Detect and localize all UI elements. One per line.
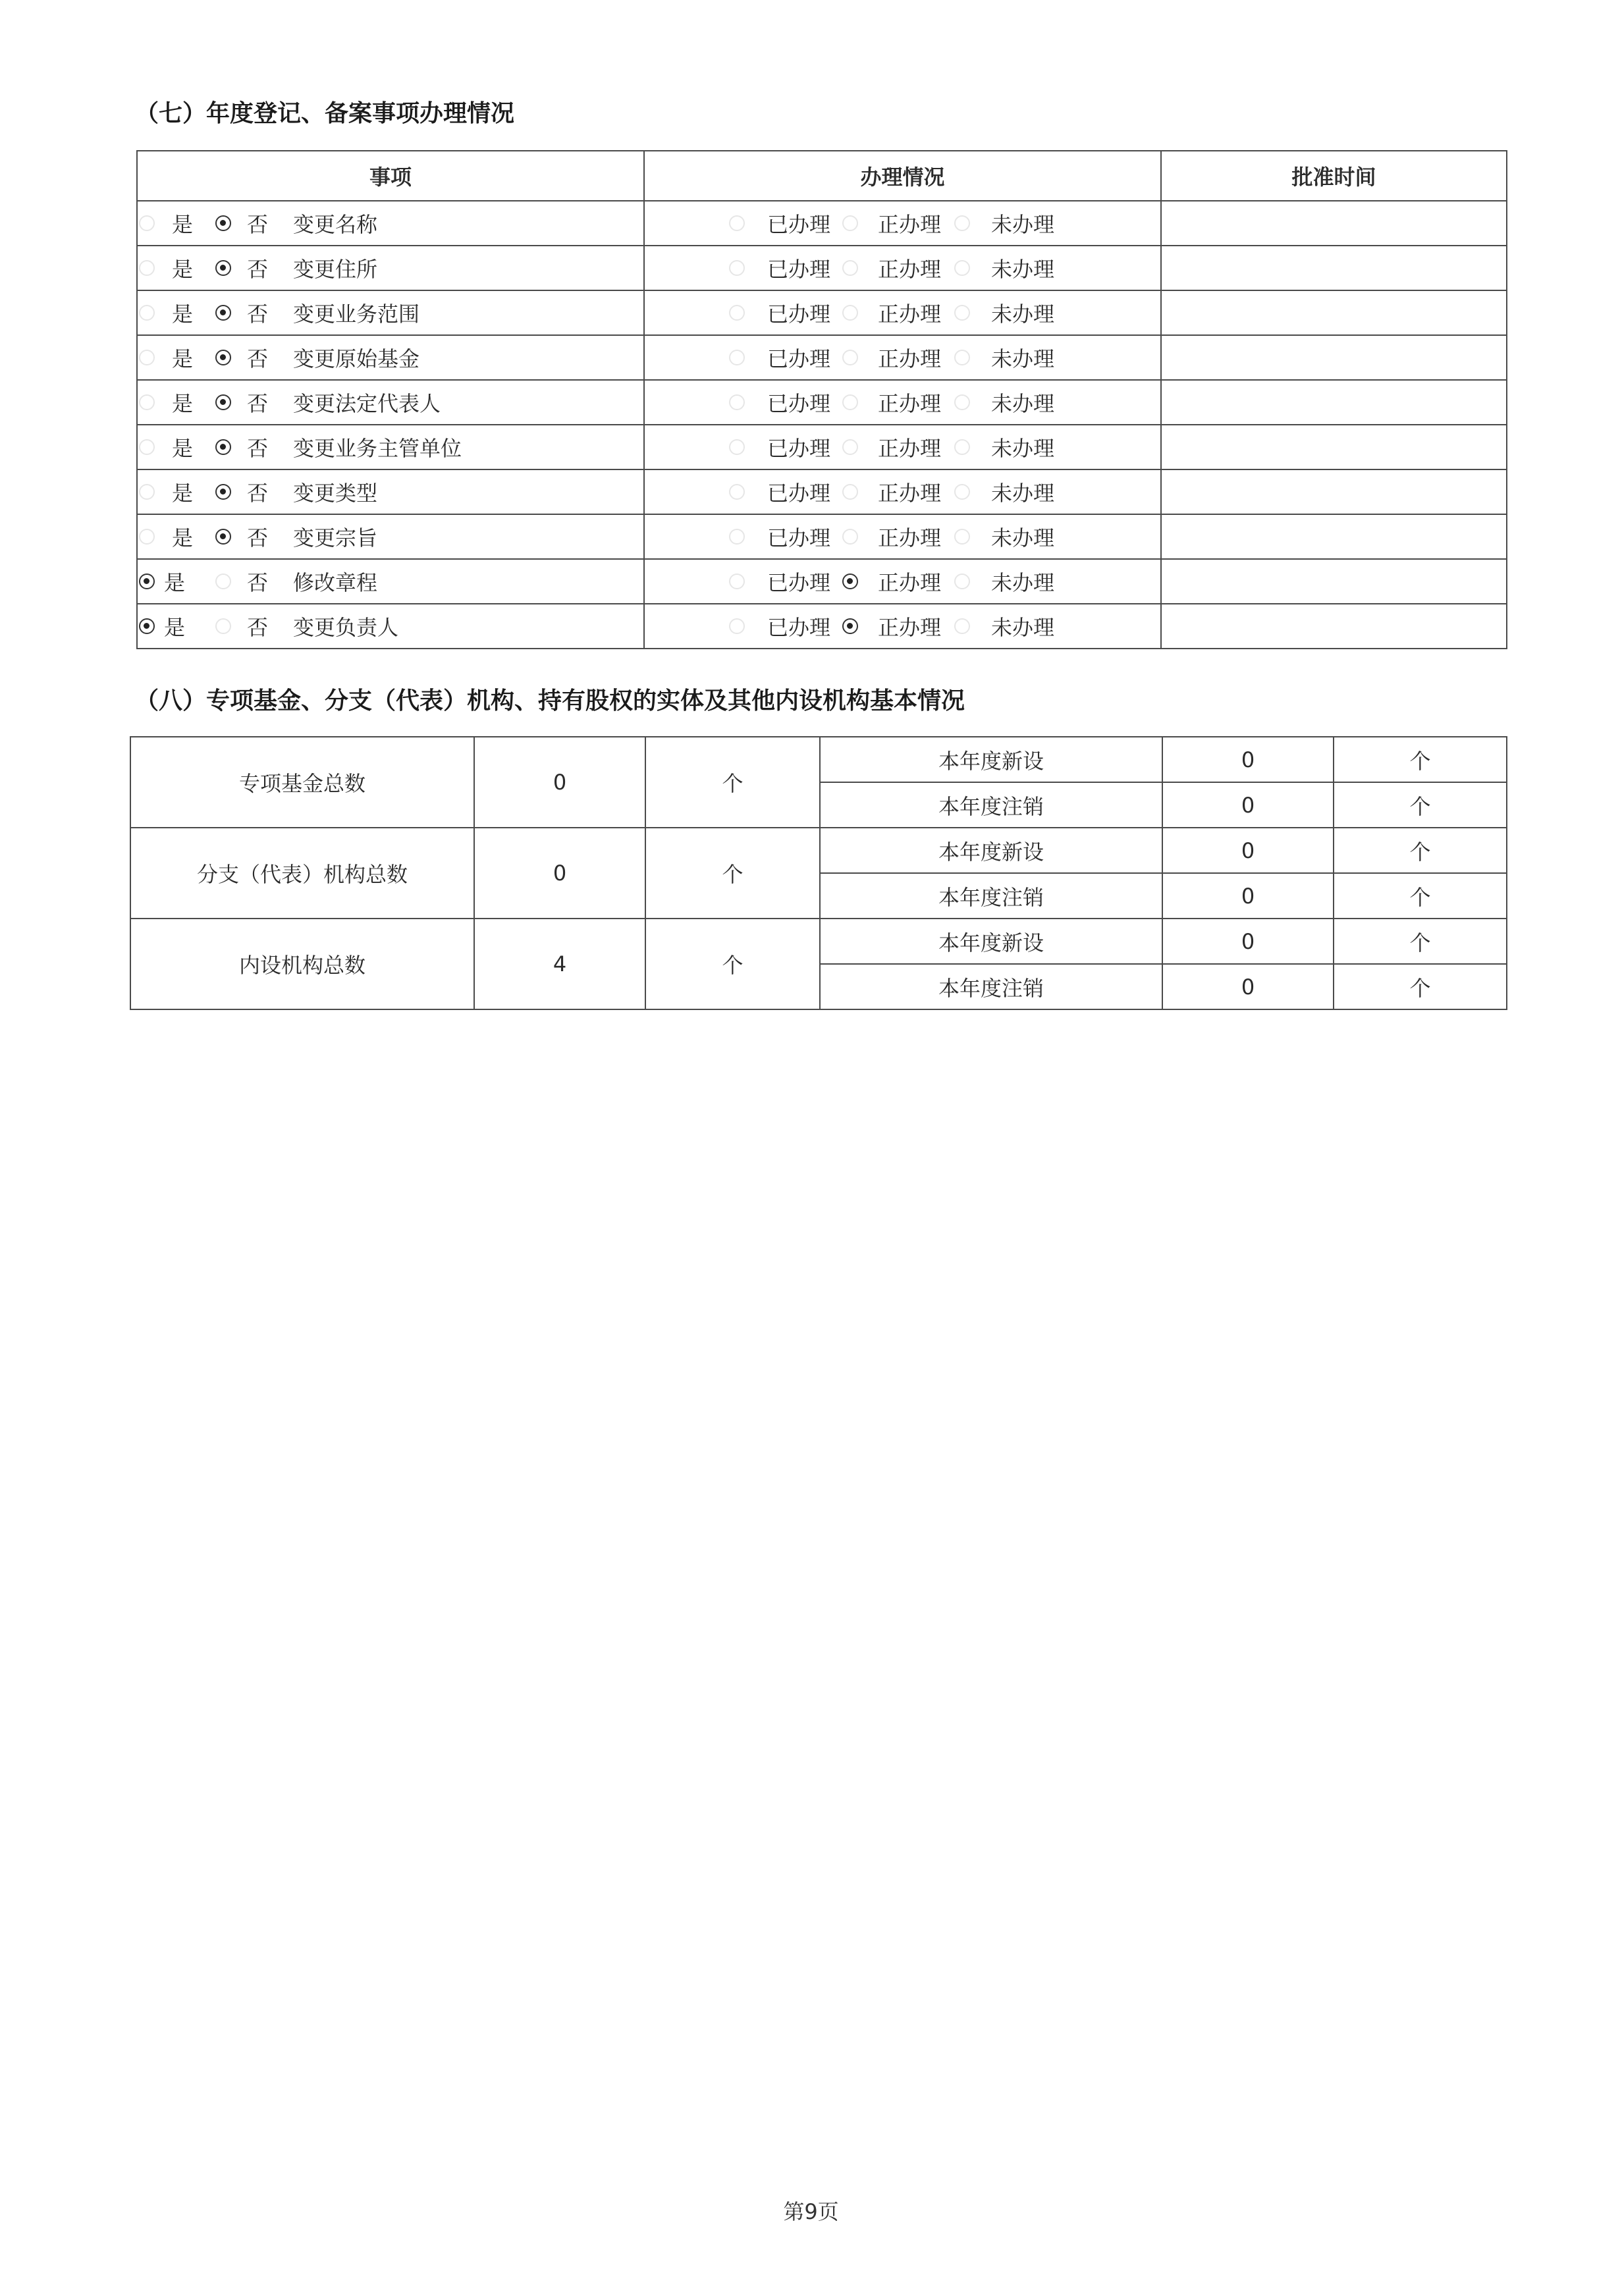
status-done-label: 已办理	[767, 346, 831, 371]
yes-radio[interactable]	[139, 439, 155, 455]
status-done-label: 已办理	[767, 302, 831, 327]
status-done-label: 已办理	[767, 212, 831, 237]
item-cell	[137, 604, 644, 649]
status-cell	[644, 425, 1161, 469]
yes-label: 是	[172, 525, 194, 550]
status-not-done-radio[interactable]	[954, 260, 970, 276]
item-cell	[137, 290, 644, 335]
item-cell	[137, 514, 644, 559]
no-radio[interactable]	[215, 260, 231, 276]
status-done-label: 已办理	[767, 481, 831, 506]
no-label: 否	[247, 570, 269, 595]
status-done-label: 已办理	[767, 570, 831, 595]
item-cell	[137, 425, 644, 469]
status-done-radio[interactable]	[729, 574, 745, 589]
yes-radio[interactable]	[139, 260, 155, 276]
status-in-progress-radio[interactable]	[842, 484, 858, 500]
section7-title: （七）年度登记、备案事项办理情况	[135, 100, 515, 127]
status-not-done-radio[interactable]	[954, 529, 970, 545]
item-name: 变更法定代表人	[293, 391, 441, 416]
registration-row	[137, 380, 1507, 425]
status-in-progress-label: 正办理	[878, 212, 942, 237]
status-cell	[644, 290, 1161, 335]
status-in-progress-label: 正办理	[878, 436, 942, 461]
no-label: 否	[247, 391, 269, 416]
approval-time-cell	[1161, 559, 1507, 604]
status-done-radio[interactable]	[729, 529, 745, 545]
status-done-label: 已办理	[767, 615, 831, 640]
status-not-done-radio[interactable]	[954, 305, 970, 321]
group-total-unit: 个	[645, 737, 820, 828]
yes-radio[interactable]	[139, 574, 155, 589]
approval-time-cell	[1161, 201, 1507, 246]
status-not-done-label: 未办理	[991, 615, 1055, 640]
status-not-done-label: 未办理	[991, 212, 1055, 237]
cancel-count-unit: 个	[1334, 964, 1507, 1009]
status-in-progress-label: 正办理	[878, 481, 942, 506]
yes-radio[interactable]	[139, 618, 155, 634]
status-done-radio[interactable]	[729, 350, 745, 365]
no-label: 否	[247, 212, 269, 237]
new-count: 0	[1162, 919, 1334, 964]
status-in-progress-radio[interactable]	[842, 394, 858, 410]
cancel-label: 本年度注销	[820, 782, 1162, 828]
status-cell	[644, 559, 1161, 604]
new-count: 0	[1162, 828, 1334, 873]
registration-row	[137, 246, 1507, 290]
yes-label: 是	[172, 481, 194, 506]
institution-row-new	[130, 737, 1507, 782]
no-radio[interactable]	[215, 529, 231, 545]
item-cell	[137, 469, 644, 514]
approval-time-cell	[1161, 425, 1507, 469]
item-name: 变更宗旨	[293, 525, 378, 550]
status-in-progress-label: 正办理	[878, 302, 942, 327]
status-cell	[644, 246, 1161, 290]
cancel-count-unit: 个	[1334, 782, 1507, 828]
cancel-count-unit: 个	[1334, 873, 1507, 919]
yes-label: 是	[172, 436, 194, 461]
no-label: 否	[247, 481, 269, 506]
new-count: 0	[1162, 737, 1334, 782]
status-cell	[644, 604, 1161, 649]
status-done-radio[interactable]	[729, 305, 745, 321]
status-not-done-radio[interactable]	[954, 574, 970, 589]
registration-row	[137, 559, 1507, 604]
status-done-label: 已办理	[767, 436, 831, 461]
new-label: 本年度新设	[820, 737, 1162, 782]
group-total: 4	[474, 919, 645, 1009]
cancel-count: 0	[1162, 873, 1334, 919]
no-radio[interactable]	[215, 574, 231, 589]
item-name: 变更类型	[293, 481, 378, 506]
approval-time-cell	[1161, 380, 1507, 425]
yes-radio[interactable]	[139, 215, 155, 231]
header-status: 办理情况	[644, 151, 1161, 201]
no-label: 否	[247, 436, 269, 461]
yes-label: 是	[172, 346, 194, 371]
status-done-radio[interactable]	[729, 215, 745, 231]
status-cell	[644, 201, 1161, 246]
status-done-label: 已办理	[767, 257, 831, 282]
new-count-unit: 个	[1334, 828, 1507, 873]
registration-row	[137, 425, 1507, 469]
new-label: 本年度新设	[820, 828, 1162, 873]
yes-label: 是	[172, 257, 194, 282]
approval-time-cell	[1161, 335, 1507, 380]
item-name: 变更业务主管单位	[293, 436, 462, 461]
group-total-unit: 个	[645, 919, 820, 1009]
status-done-label: 已办理	[767, 391, 831, 416]
header-item: 事项	[137, 151, 644, 201]
yes-radio[interactable]	[139, 529, 155, 545]
page-number: 第9页	[783, 2199, 839, 2224]
cancel-label: 本年度注销	[820, 873, 1162, 919]
item-name: 变更住所	[293, 257, 378, 282]
no-label: 否	[247, 257, 269, 282]
item-cell	[137, 246, 644, 290]
approval-time-cell	[1161, 469, 1507, 514]
group-total: 0	[474, 737, 645, 828]
group-total: 0	[474, 828, 645, 919]
registration-row	[137, 604, 1507, 649]
status-not-done-radio[interactable]	[954, 394, 970, 410]
status-not-done-radio[interactable]	[954, 350, 970, 365]
yes-label: 是	[164, 570, 186, 595]
registration-row	[137, 335, 1507, 380]
no-radio[interactable]	[215, 439, 231, 455]
new-label: 本年度新设	[820, 919, 1162, 964]
status-not-done-radio[interactable]	[954, 439, 970, 455]
approval-time-cell	[1161, 290, 1507, 335]
no-radio[interactable]	[215, 305, 231, 321]
yes-label: 是	[164, 615, 186, 640]
yes-radio[interactable]	[139, 305, 155, 321]
status-in-progress-label: 正办理	[878, 525, 942, 550]
status-in-progress-radio[interactable]	[842, 305, 858, 321]
no-label: 否	[247, 615, 269, 640]
status-done-radio[interactable]	[729, 618, 745, 634]
item-name: 变更名称	[293, 212, 378, 237]
status-in-progress-label: 正办理	[878, 570, 942, 595]
cancel-count: 0	[1162, 782, 1334, 828]
yes-label: 是	[172, 302, 194, 327]
header-approval-time: 批准时间	[1161, 151, 1507, 201]
status-in-progress-radio[interactable]	[842, 618, 858, 634]
no-radio[interactable]	[215, 618, 231, 634]
cancel-label: 本年度注销	[820, 964, 1162, 1009]
status-in-progress-label: 正办理	[878, 615, 942, 640]
registration-row	[137, 290, 1507, 335]
institution-row-new	[130, 828, 1507, 873]
no-radio[interactable]	[215, 394, 231, 410]
item-cell	[137, 201, 644, 246]
item-cell	[137, 380, 644, 425]
approval-time-cell	[1161, 604, 1507, 649]
status-not-done-label: 未办理	[991, 525, 1055, 550]
item-cell	[137, 335, 644, 380]
no-radio[interactable]	[215, 215, 231, 231]
approval-time-cell	[1161, 246, 1507, 290]
status-not-done-label: 未办理	[991, 346, 1055, 371]
status-cell	[644, 514, 1161, 559]
cancel-count: 0	[1162, 964, 1334, 1009]
status-not-done-label: 未办理	[991, 391, 1055, 416]
group-label: 内设机构总数	[130, 919, 474, 1009]
new-count-unit: 个	[1334, 737, 1507, 782]
status-in-progress-radio[interactable]	[842, 215, 858, 231]
section8-title: （八）专项基金、分支（代表）机构、持有股权的实体及其他内设机构基本情况	[135, 687, 965, 714]
status-cell	[644, 469, 1161, 514]
yes-radio[interactable]	[139, 484, 155, 500]
no-radio[interactable]	[215, 350, 231, 365]
item-name: 变更原始基金	[293, 346, 420, 371]
status-in-progress-label: 正办理	[878, 391, 942, 416]
status-not-done-label: 未办理	[991, 257, 1055, 282]
yes-radio[interactable]	[139, 350, 155, 365]
status-not-done-label: 未办理	[991, 570, 1055, 595]
registration-header-row	[137, 151, 1507, 201]
registration-row	[137, 514, 1507, 559]
no-radio[interactable]	[215, 484, 231, 500]
new-count-unit: 个	[1334, 919, 1507, 964]
registration-row	[137, 469, 1507, 514]
status-not-done-radio[interactable]	[954, 484, 970, 500]
status-in-progress-radio[interactable]	[842, 529, 858, 545]
item-cell	[137, 559, 644, 604]
status-in-progress-label: 正办理	[878, 346, 942, 371]
status-in-progress-label: 正办理	[878, 257, 942, 282]
yes-label: 是	[172, 212, 194, 237]
status-in-progress-radio[interactable]	[842, 439, 858, 455]
no-label: 否	[247, 346, 269, 371]
status-cell	[644, 335, 1161, 380]
status-done-radio[interactable]	[729, 484, 745, 500]
status-cell	[644, 380, 1161, 425]
status-not-done-label: 未办理	[991, 302, 1055, 327]
status-in-progress-radio[interactable]	[842, 350, 858, 365]
status-done-radio[interactable]	[729, 260, 745, 276]
status-done-label: 已办理	[767, 525, 831, 550]
institution-row-new	[130, 919, 1507, 964]
status-not-done-label: 未办理	[991, 436, 1055, 461]
yes-radio[interactable]	[139, 394, 155, 410]
group-label: 专项基金总数	[130, 737, 474, 828]
status-in-progress-radio[interactable]	[842, 574, 858, 589]
item-name: 变更负责人	[293, 615, 399, 640]
item-name: 变更业务范围	[293, 302, 420, 327]
status-in-progress-radio[interactable]	[842, 260, 858, 276]
status-done-radio[interactable]	[729, 439, 745, 455]
group-total-unit: 个	[645, 828, 820, 919]
yes-label: 是	[172, 391, 194, 416]
registration-row	[137, 201, 1507, 246]
status-done-radio[interactable]	[729, 394, 745, 410]
status-not-done-radio[interactable]	[954, 215, 970, 231]
status-not-done-label: 未办理	[991, 481, 1055, 506]
no-label: 否	[247, 302, 269, 327]
item-name: 修改章程	[293, 570, 378, 595]
approval-time-cell	[1161, 514, 1507, 559]
group-label: 分支（代表）机构总数	[130, 828, 474, 919]
status-not-done-radio[interactable]	[954, 618, 970, 634]
institutions-table	[130, 736, 1507, 1010]
registration-table	[136, 150, 1507, 649]
no-label: 否	[247, 525, 269, 550]
